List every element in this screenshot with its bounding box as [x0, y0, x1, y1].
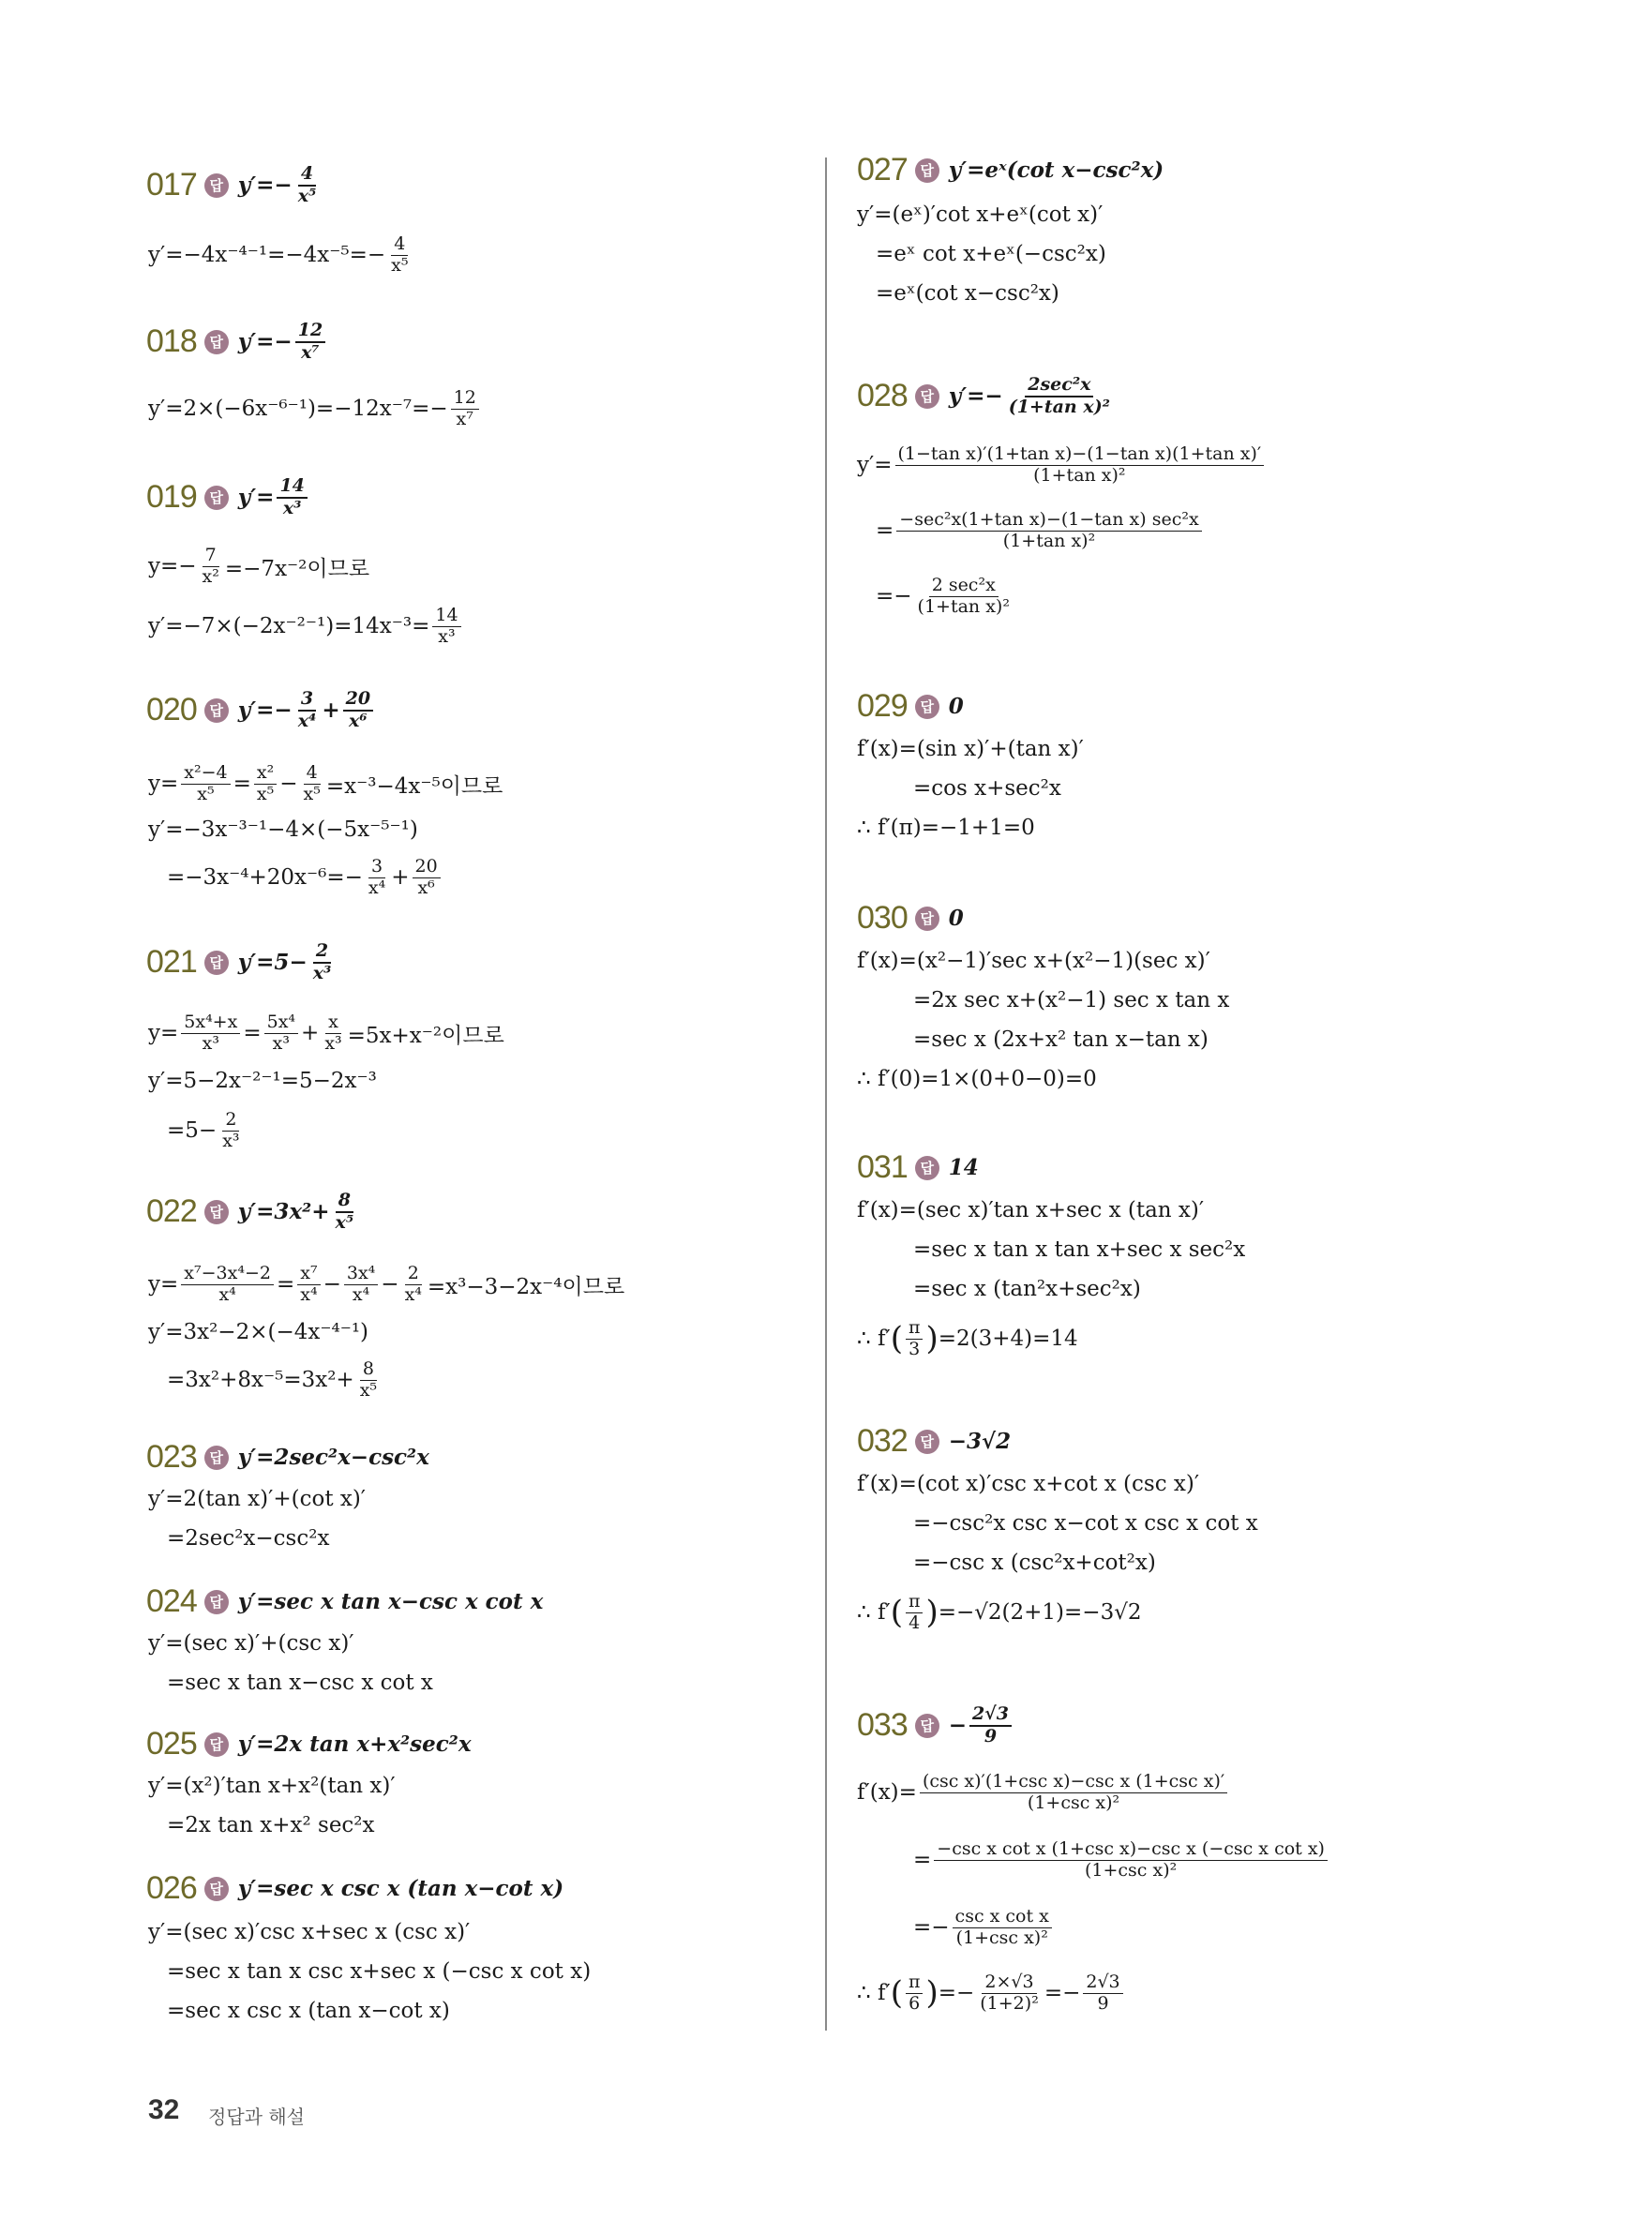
- problem-021-header: [146, 941, 337, 984]
- answer-badge: 답: [204, 698, 229, 723]
- problem-number: 029: [857, 688, 908, 724]
- solution-line: y′=(eˣ)′cot x+eˣ(cot x)′: [857, 202, 1104, 227]
- problem-number: 019: [146, 479, 197, 516]
- problem-number: 022: [146, 1193, 197, 1230]
- answer-badge: 답: [204, 1590, 229, 1614]
- solution-line: =sec x (2x+x² tan x−tan x): [913, 1027, 1209, 1052]
- solution-line: =−csc x (csc²x+cot²x): [913, 1551, 1156, 1575]
- problem-number: 025: [146, 1726, 197, 1762]
- solution-line: y′=(sec x)′+(csc x)′: [148, 1631, 354, 1656]
- problem-033-header: [857, 1704, 1014, 1747]
- problem-number: 026: [146, 1870, 197, 1906]
- solution-line: =eˣ(cot x−csc²x): [876, 281, 1059, 306]
- problem-028-header: [857, 375, 1116, 418]
- solution-line: =sec x csc x (tan x−cot x): [167, 1999, 450, 2023]
- problem-031-header: [857, 1149, 979, 1186]
- solution-line: = $\frac{\text{−sec²x(1+tan x)−(1−tan x) sec²x}}{\text{(1+tan x)²}}$: [876, 510, 1205, 552]
- solution-line: =sec x tan x tan x+sec x sec²x: [913, 1237, 1246, 1262]
- answer-badge: 답: [204, 1446, 229, 1470]
- problem-018-header: [146, 321, 328, 364]
- answer: y′=5− $\frac{2}{\text{x³}}$: [237, 940, 332, 983]
- answer: 0: [948, 694, 964, 719]
- solution-line: y= $\frac{\text{x⁷−3x⁴−2}}{\text{x⁴}}$ = $\frac{\text{x⁷}}{\text{x⁴}}$ − $\frac{\text{3x⁴}}{\text{x⁴}}$ − $\frac{2}{\text{x⁴}}$ =x³−3−2x⁻⁴이므로: [148, 1263, 625, 1305]
- solution-line: y= $\frac{\text{5x⁴+x}}{\text{x³}}$ = $\frac{\text{5x⁴}}{\text{x³}}$ + $\frac{x}{\text{x³}}$ =5x+x⁻²이므로: [148, 1012, 504, 1054]
- solution-line: y′=(sec x)′csc x+sec x (csc x)′: [148, 1920, 471, 1944]
- solution-line: y′= $\frac{\text{(1−tan x)′(1+tan x)−(1−tan x)(1+tan x)′}}{\text{(1+tan x)²}}$: [857, 444, 1267, 487]
- answer-badge: 답: [915, 1156, 939, 1180]
- solution-line: f′(x)=(sec x)′tan x+sec x (tan x)′: [857, 1198, 1205, 1222]
- problem-number: 021: [146, 944, 197, 981]
- solution-line: =5− $\frac{2}{\text{x³}}$: [167, 1109, 240, 1151]
- answer-badge: 답: [915, 695, 939, 719]
- solution-line: =3x²+8x⁻⁵=3x²+ $\frac{8}{\text{x⁵}}$: [167, 1358, 378, 1401]
- solution-line: ∴ f′(0)=1×(0+0−0)=0: [857, 1067, 1097, 1091]
- solution-line: y′=−4x⁻⁴⁻¹=−4x⁻⁵=− $\frac{4}{\text{x⁵}}$: [148, 233, 409, 276]
- solution-line: ∴ f′ ( $\frac{\pi}{6}$ ) =− $\frac{2\times√3}{\text{(1+2)²}}$ =− $\frac{2√3}{9}$: [857, 1972, 1126, 2015]
- solution-line: y′=−7×(−2x⁻²⁻¹)=14x⁻³= $\frac{14}{\text{x³}}$: [148, 606, 464, 648]
- solution-line: =−3x⁻⁴+20x⁻⁶=− $\frac{3}{\text{x⁴}}$ + $\frac{20}{\text{x⁶}}$: [167, 857, 443, 899]
- solution-line: ∴ f′(π)=−1+1=0: [857, 816, 1035, 840]
- answer-badge: 답: [915, 907, 939, 931]
- answer: y′=2x tan x+x²sec²x: [237, 1732, 472, 1757]
- problem-026-header: [146, 1870, 563, 1907]
- answer-badge: 답: [204, 330, 229, 354]
- solution-line: =sec x tan x−csc x cot x: [167, 1671, 433, 1695]
- answer-badge: 답: [915, 384, 939, 409]
- answer: y′=− $\frac{4}{\text{x⁵}}$: [237, 163, 317, 206]
- answer: y′=eˣ(cot x−csc²x): [948, 157, 1164, 183]
- problem-027-header: [857, 152, 1164, 188]
- answer-badge: 답: [915, 1430, 939, 1454]
- footer-label: 정답과 해설: [208, 2106, 305, 2128]
- answer-badge: 답: [915, 1714, 939, 1738]
- solution-line: =sec x (tan²x+sec²x): [913, 1277, 1141, 1301]
- solution-line: f′(x)=(x²−1)′sec x+(x²−1)(sec x)′: [857, 949, 1210, 973]
- solution-line: =2x tan x+x² sec²x: [167, 1813, 375, 1837]
- problem-017-header: [146, 164, 322, 207]
- solution-line: =sec x tan x csc x+sec x (−csc x cot x): [167, 1959, 592, 1984]
- problem-number: 027: [857, 152, 908, 187]
- answer: − $\frac{2√3}{9}$: [949, 1704, 1014, 1747]
- problem-024-header: [146, 1583, 543, 1620]
- problem-number: 024: [146, 1583, 197, 1619]
- answer: y′=− $\frac{\text{2sec²x}}{\text{(1+tan x)²}}$: [948, 374, 1111, 417]
- solution-line: =− $\frac{\text{2 sec²x}}{\text{(1+tan x)²}}$: [876, 575, 1010, 617]
- answer: −3√2: [948, 1429, 1012, 1454]
- answer: y′=− $\frac{12}{\text{x⁷}}$: [238, 321, 328, 364]
- answer-badge: 답: [204, 1200, 229, 1224]
- problem-number: 017: [146, 167, 197, 203]
- solution-line: y′=5−2x⁻²⁻¹=5−2x⁻³: [148, 1069, 377, 1093]
- solution-line: =2x sec x+(x²−1) sec x tan x: [913, 988, 1230, 1012]
- solution-line: y′=2×(−6x⁻⁶⁻¹)=−12x⁻⁷=− $\frac{12}{\text{x⁷}}$: [148, 388, 482, 430]
- answer-badge: 답: [204, 1732, 229, 1757]
- answer: 14: [948, 1155, 979, 1180]
- solution-line: =cos x+sec²x: [913, 776, 1061, 801]
- answer-badge: 답: [204, 1877, 229, 1901]
- solution-line: ∴ f′ ( $\frac{\pi}{4}$ ) =−√2(2+1)=−3√2: [857, 1591, 1142, 1633]
- answer-badge: 답: [204, 173, 229, 198]
- answer-badge: 답: [204, 951, 229, 975]
- page-number: 32: [148, 2094, 180, 2125]
- solution-line: ∴ f′ ( $\frac{\pi}{3}$ ) =2(3+4)=14: [857, 1317, 1078, 1359]
- solution-line: y′=−3x⁻³⁻¹−4×(−5x⁻⁵⁻¹): [148, 817, 418, 842]
- answer: y′=2sec²x−csc²x: [237, 1445, 429, 1470]
- problem-023-header: [146, 1439, 429, 1476]
- column-divider: [825, 157, 827, 2031]
- problem-032-header: [857, 1423, 1011, 1460]
- answer: 0: [948, 906, 964, 931]
- answer: y′=− $\frac{3}{\text{x⁴}}$ + $\frac{20}{\text{x⁶}}$: [238, 689, 376, 732]
- solution-line: =2sec²x−csc²x: [167, 1526, 330, 1551]
- solution-line: f′(x)= $\frac{\text{(csc x)′(1+csc x)−csc x (1+csc x)′}}{\text{(1+csc x)²}}$: [857, 1772, 1230, 1814]
- problem-019-header: [146, 476, 310, 519]
- solution-line: y=− $\frac{7}{\text{x²}}$ =−7x⁻²이므로: [148, 545, 370, 587]
- solution-line: y= $\frac{\text{x²−4}}{\text{x⁵}}$ = $\frac{\text{x²}}{\text{x⁵}}$ − $\frac{4}{\text{x⁵}}$ =x⁻³−4x⁻⁵이므로: [148, 762, 503, 804]
- solution-line: = $\frac{\text{−csc x cot x (1+csc x)−csc x (−csc x cot x)}}{\text{(1+csc x)²}}$: [913, 1839, 1330, 1882]
- problem-020-header: [146, 689, 376, 732]
- answer-badge: 답: [915, 158, 939, 183]
- solution-line: y′=3x²−2×(−4x⁻⁴⁻¹): [148, 1320, 369, 1344]
- answer-badge: 답: [204, 486, 229, 510]
- problem-029-header: [857, 688, 964, 725]
- solution-line: =− $\frac{\text{csc x cot x}}{\text{(1+csc x)²}}$: [913, 1907, 1055, 1949]
- problem-number: 020: [146, 692, 197, 728]
- problem-number: 031: [857, 1149, 908, 1185]
- solution-line: f′(x)=(cot x)′csc x+cot x (csc x)′: [857, 1472, 1200, 1496]
- solution-line: y′=(x²)′tan x+x²(tan x)′: [148, 1774, 396, 1798]
- problem-025-header: [146, 1726, 472, 1762]
- problem-number: 030: [857, 900, 908, 936]
- problem-number: 018: [146, 323, 197, 360]
- answer: y′= $\frac{14}{\text{x³}}$: [238, 476, 310, 519]
- problem-number: 023: [146, 1439, 197, 1475]
- solution-line: f′(x)=(sin x)′+(tan x)′: [857, 737, 1084, 761]
- solution-line: =−csc²x csc x−cot x csc x cot x: [913, 1511, 1258, 1536]
- answer: y′=sec x csc x (tan x−cot x): [237, 1876, 564, 1901]
- problem-022-header: [146, 1191, 359, 1234]
- problem-number: 032: [857, 1423, 908, 1459]
- answer: y′=sec x tan x−csc x cot x: [237, 1589, 544, 1614]
- answer: y′=3x²+ $\frac{8}{\text{x⁵}}$: [237, 1190, 354, 1233]
- problem-number: 028: [857, 378, 908, 414]
- solution-line: =eˣ cot x+eˣ(−csc²x): [876, 242, 1106, 266]
- solution-line: y′=2(tan x)′+(cot x)′: [148, 1487, 367, 1511]
- problem-number: 033: [857, 1707, 908, 1744]
- problem-030-header: [857, 900, 964, 937]
